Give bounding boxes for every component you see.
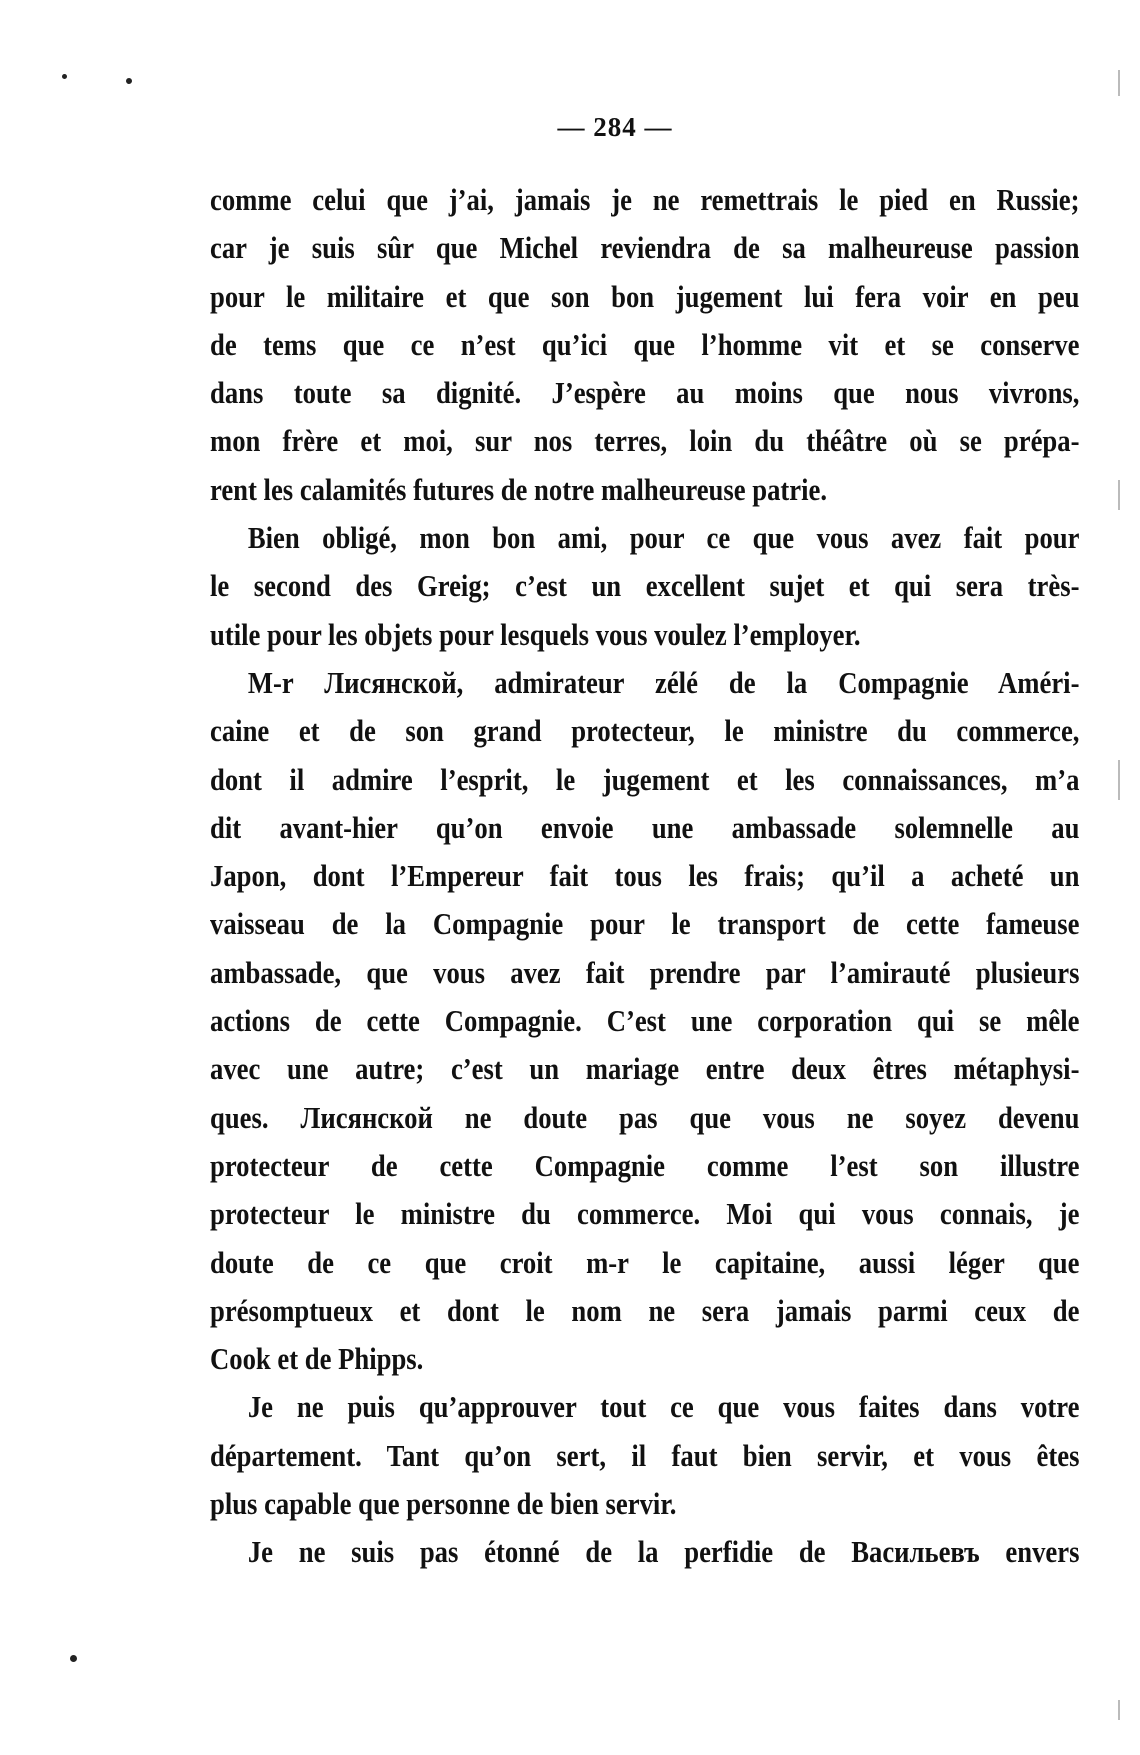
text-line: Bien obligé, mon bon ami, pour ce que vous avez fait pour bbox=[247, 520, 1080, 556]
text-line: le second des Greig; c’est un excellent sujet et qui sera très- bbox=[210, 568, 1080, 604]
text-line: caine et de son grand protecteur, le ministre du commerce, bbox=[210, 713, 1080, 749]
text-line: Je ne suis pas étonné de la perfidie de Васильевъ envers bbox=[247, 1534, 1080, 1570]
text-line: ques. Лисянской ne doute pas que vous ne soyez devenu bbox=[210, 1099, 1080, 1135]
scan-edge-mark bbox=[1118, 760, 1120, 800]
text-line: car je suis sûr que Michel reviendra de sa malheureuse passion bbox=[210, 230, 1080, 266]
text-line: département. Tant qu’on sert, il faut bien servir, et vous êtes bbox=[210, 1437, 1080, 1473]
scan-edge-mark bbox=[1118, 480, 1120, 510]
text-line: protecteur le ministre du commerce. Moi qui vous connais, je bbox=[210, 1196, 1080, 1232]
scan-speck bbox=[70, 1655, 77, 1662]
scan-speck bbox=[126, 78, 132, 84]
text-line: Je ne puis qu’approuver tout ce que vous faites dans votre bbox=[247, 1389, 1080, 1425]
text-line: avec une autre; c’est un mariage entre deux êtres métaphysi- bbox=[210, 1051, 1080, 1087]
text-line: dans toute sa dignité. J’espère au moins que nous vivrons, bbox=[210, 375, 1080, 411]
text-line: protecteur de cette Compagnie comme l’est son illustre bbox=[210, 1147, 1080, 1183]
text-line: mon frère et moi, sur nos terres, loin du théâtre où se prépa- bbox=[210, 423, 1080, 459]
text-line: M-r Лисянской, admirateur zélé de la Compagnie Améri- bbox=[247, 664, 1080, 700]
text-line: ambassade, que vous avez fait prendre par l’amirauté plusieurs bbox=[210, 954, 1080, 990]
text-line: comme celui que j’ai, jamais je ne remettrais le pied en Russie; bbox=[210, 182, 1080, 217]
text-line: doute de ce que croit m-r le capitaine, aussi léger que bbox=[210, 1244, 1080, 1280]
scan-speck bbox=[62, 74, 67, 79]
text-line: utile pour les objets pour lesquels vous voulez l’employer. bbox=[210, 616, 861, 652]
text-line: plus capable que personne de bien servir. bbox=[210, 1486, 677, 1522]
text-line: présomptueux et dont le nom ne sera jamais parmi ceux de bbox=[210, 1292, 1080, 1328]
text-line: Japon, dont l’Empereur fait tous les frais; qu’il a acheté un bbox=[210, 858, 1080, 894]
text-line: vaisseau de la Compagnie pour le transport de cette fameuse bbox=[210, 906, 1080, 942]
text-line: dit avant-hier qu’on envoie une ambassade solemnelle au bbox=[210, 809, 1080, 845]
page-number: — 284 — bbox=[557, 112, 673, 142]
text-line: actions de cette Compagnie. C’est une corporation qui se mêle bbox=[210, 1003, 1080, 1039]
text-line: Cook et de Phipps. bbox=[210, 1341, 424, 1377]
text-line: pour le militaire et que son bon jugement lui fera voir en peu bbox=[210, 278, 1080, 314]
text-line: rent les calamités futures de notre malheureuse patrie. bbox=[210, 471, 828, 507]
scan-edge-mark bbox=[1118, 1700, 1120, 1720]
text-line: dont il admire l’esprit, le jugement et les connaissances, m’a bbox=[210, 761, 1080, 797]
text-line: de tems que ce n’est qu’ici que l’homme vit et se conserve bbox=[210, 326, 1080, 362]
scan-edge-mark bbox=[1118, 70, 1120, 96]
body-text bbox=[210, 176, 1080, 1577]
